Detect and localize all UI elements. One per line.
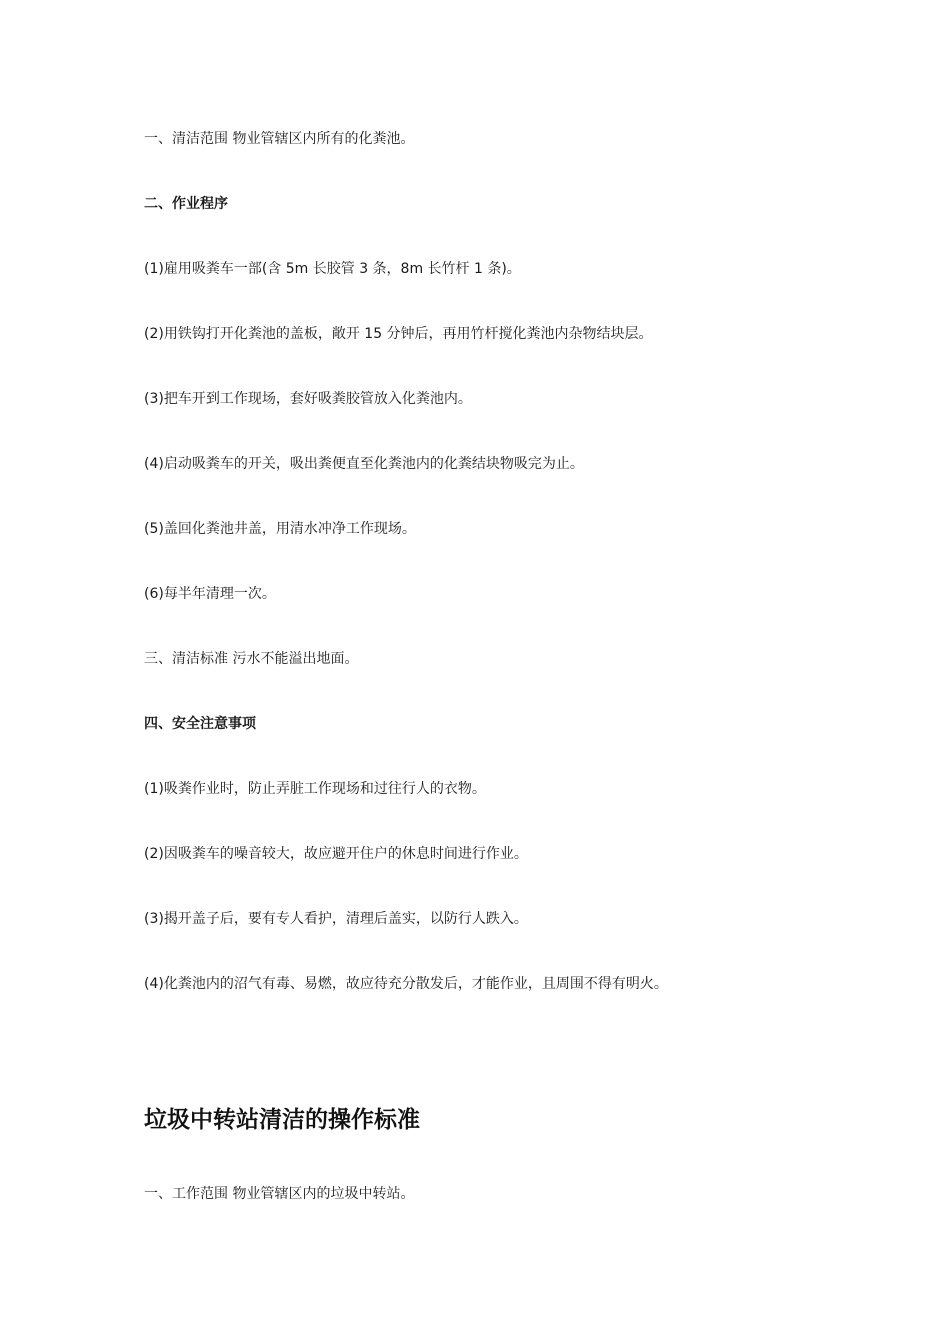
- section-heading: 垃圾中转站清洁的操作标准: [144, 1107, 420, 1133]
- procedure-step-4: (4)启动吸粪车的开关，吸出粪便直至化粪池内的化粪结块物吸完为止。: [144, 456, 584, 472]
- safety-title: 四、安全注意事项: [144, 716, 256, 732]
- procedure-title: 二、作业程序: [144, 196, 228, 212]
- procedure-step-2: (2)用铁钩打开化粪池的盖板，敞开 15 分钟后，再用竹杆搅化粪池内杂物结块层。: [144, 326, 653, 342]
- safety-item-4: (4)化粪池内的沼气有毒、易燃，故应待充分散发后，才能作业，且周围不得有明火。: [144, 976, 668, 992]
- safety-item-3: (3)揭开盖子后，要有专人看护，清理后盖实，以防行人跌入。: [144, 911, 528, 927]
- procedure-step-3: (3)把车开到工作现场，套好吸粪胶管放入化粪池内。: [144, 391, 472, 407]
- procedure-step-6: (6)每半年清理一次。: [144, 586, 276, 602]
- procedure-step-1: (1)雇用吸粪车一部(含 5m 长胶管 3 条，8m 长竹杆 1 条)。: [144, 261, 521, 277]
- safety-item-1: (1)吸粪作业时，防止弄脏工作现场和过往行人的衣物。: [144, 781, 486, 797]
- procedure-step-5: (5)盖回化粪池井盖，用清水冲净工作现场。: [144, 521, 416, 537]
- safety-item-2: (2)因吸粪车的噪音较大，故应避开住户的休息时间进行作业。: [144, 846, 528, 862]
- cleaning-standard: 三、清洁标准 污水不能溢出地面。: [144, 651, 359, 667]
- cleaning-scope: 一、清洁范围 物业管辖区内所有的化粪池。: [144, 131, 415, 147]
- transfer-station-scope: 一、工作范围 物业管辖区内的垃圾中转站。: [144, 1186, 415, 1202]
